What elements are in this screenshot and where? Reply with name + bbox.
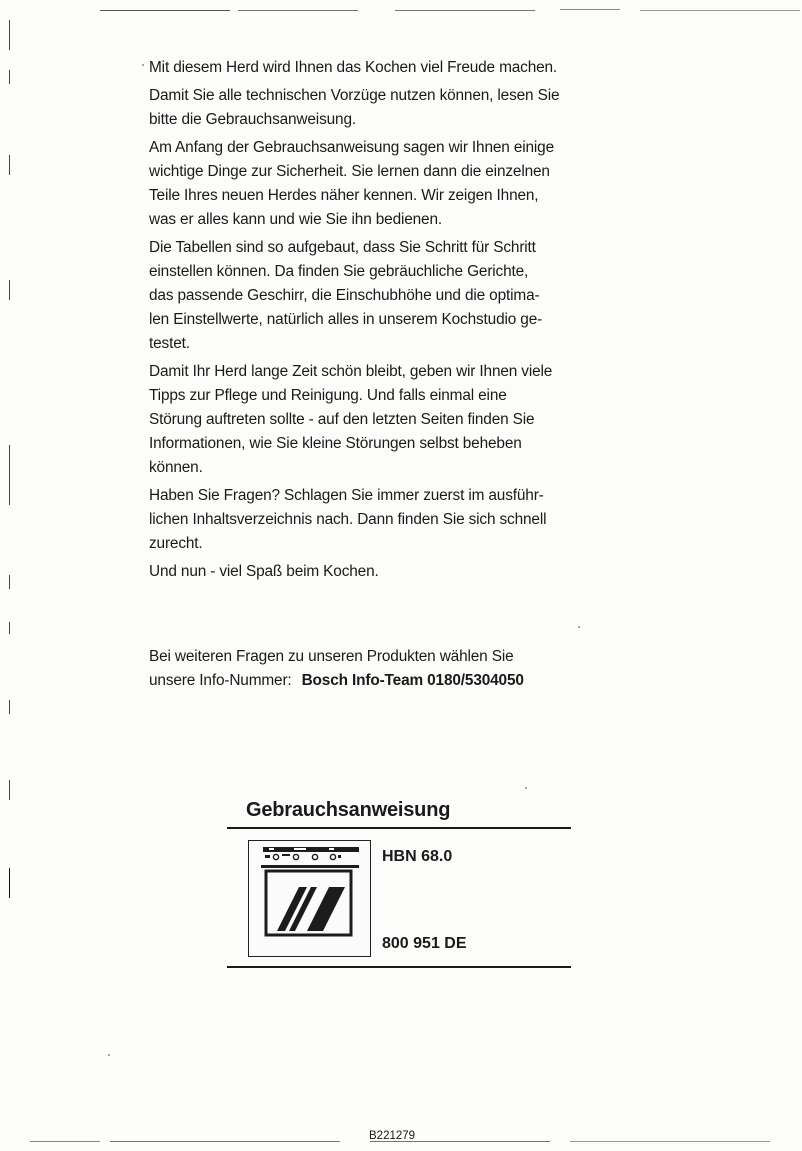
intro-paragraph-2 [149, 84, 669, 132]
scan-artifact-edge-mark [9, 70, 10, 84]
scan-dust-speck [525, 787, 527, 789]
scan-dust-speck [578, 626, 580, 628]
info-line-1: Bei weiteren Fragen zu unseren Produkten wählen Sie [149, 648, 514, 665]
intro-text [149, 56, 669, 588]
text-line: zurecht. [149, 535, 203, 552]
manual-number: 800 951 DE [382, 935, 467, 952]
info-hotline [149, 645, 689, 693]
info-hotline-number: Bosch Info-Team 0180/5304050 [301, 672, 524, 689]
text-line: Damit Sie alle technischen Vorzüge nutzen können, lesen Sie [149, 87, 560, 104]
text-line: bitte die Gebrauchsanweisung. [149, 111, 356, 128]
scan-artifact-line-top-5 [640, 10, 800, 11]
scan-artifact-line-top-2 [238, 10, 358, 11]
scan-artifact-line-top-3 [395, 10, 535, 11]
text-line: Damit Ihr Herd lange Zeit schön bleibt, geben wir Ihnen viele [149, 363, 553, 380]
scan-artifact-line-bottom-2 [110, 1141, 340, 1142]
scan-dust-speck [142, 64, 144, 66]
oven-icon [248, 840, 371, 957]
document-code: B221279 [369, 1130, 416, 1142]
manual-top-rule [227, 827, 571, 829]
info-line-2 [149, 669, 689, 693]
info-number-label: unsere Info-Nummer: [149, 672, 292, 689]
scan-artifact-edge-mark [9, 700, 10, 714]
scan-artifact-edge-mark [9, 20, 10, 50]
text-line: Mit diesem Herd wird Ihnen das Kochen viel Freude machen. [149, 59, 558, 76]
scan-artifact-edge-mark [9, 868, 10, 898]
text-line: testet. [149, 335, 190, 352]
scan-artifact-edge-mark [9, 155, 10, 175]
model-name: HBN 68.0 [382, 848, 453, 865]
text-line: Und nun - viel Spaß beim Kochen. [149, 563, 379, 580]
text-line: Informationen, wie Sie kleine Störungen selbst beheben [149, 435, 522, 452]
scan-artifact-line-top-4 [560, 9, 620, 10]
text-line: einstellen können. Da finden Sie gebräuchliche Gerichte, [149, 263, 529, 280]
text-line: Haben Sie Fragen? Schlagen Sie immer zuerst im ausführ- [149, 487, 544, 504]
scan-artifact-line-top-1 [100, 10, 230, 11]
scan-artifact-edge-mark [9, 575, 10, 589]
scan-dust-speck [108, 1054, 110, 1056]
scan-artifact-edge-mark [9, 445, 10, 505]
manual-bottom-rule [227, 966, 571, 968]
text-line: len Einstellwerte, natürlich alles in unserem Kochstudio ge- [149, 311, 543, 328]
scan-artifact-edge-mark [9, 622, 10, 634]
text-line: Teile Ihres neuen Herdes näher kennen. Wir zeigen Ihnen, [149, 187, 539, 204]
text-line: können. [149, 459, 203, 476]
text-line: Am Anfang der Gebrauchsanweisung sagen wir Ihnen einige [149, 139, 554, 156]
scan-artifact-line-bottom-4 [570, 1141, 770, 1142]
text-line: lichen Inhaltsverzeichnis nach. Dann finden Sie sich schnell [149, 511, 547, 528]
text-line: was er alles kann und wie Sie ihn bedienen. [149, 211, 443, 228]
scan-artifact-edge-mark [9, 280, 10, 300]
intro-paragraph-4 [149, 236, 669, 356]
intro-paragraph-5 [149, 360, 669, 480]
intro-paragraph-1 [149, 56, 669, 80]
intro-paragraph-7 [149, 560, 669, 584]
text-line: Die Tabellen sind so aufgebaut, dass Sie Schritt für Schritt [149, 239, 536, 256]
scan-artifact-edge-mark [9, 780, 10, 800]
text-line: das passende Geschirr, die Einschubhöhe und die optima- [149, 287, 540, 304]
text-line: Tipps zur Pflege und Reinigung. Und falls einmal eine [149, 387, 507, 404]
intro-paragraph-6 [149, 484, 669, 556]
scan-artifact-line-bottom-1 [30, 1141, 100, 1142]
intro-paragraph-3 [149, 136, 669, 232]
text-line: wichtige Dinge zur Sicherheit. Sie lernen dann die einzelnen [149, 163, 550, 180]
manual-title: Gebrauchsanweisung [246, 799, 451, 821]
text-line: Störung auftreten sollte - auf den letzten Seiten finden Sie [149, 411, 535, 428]
